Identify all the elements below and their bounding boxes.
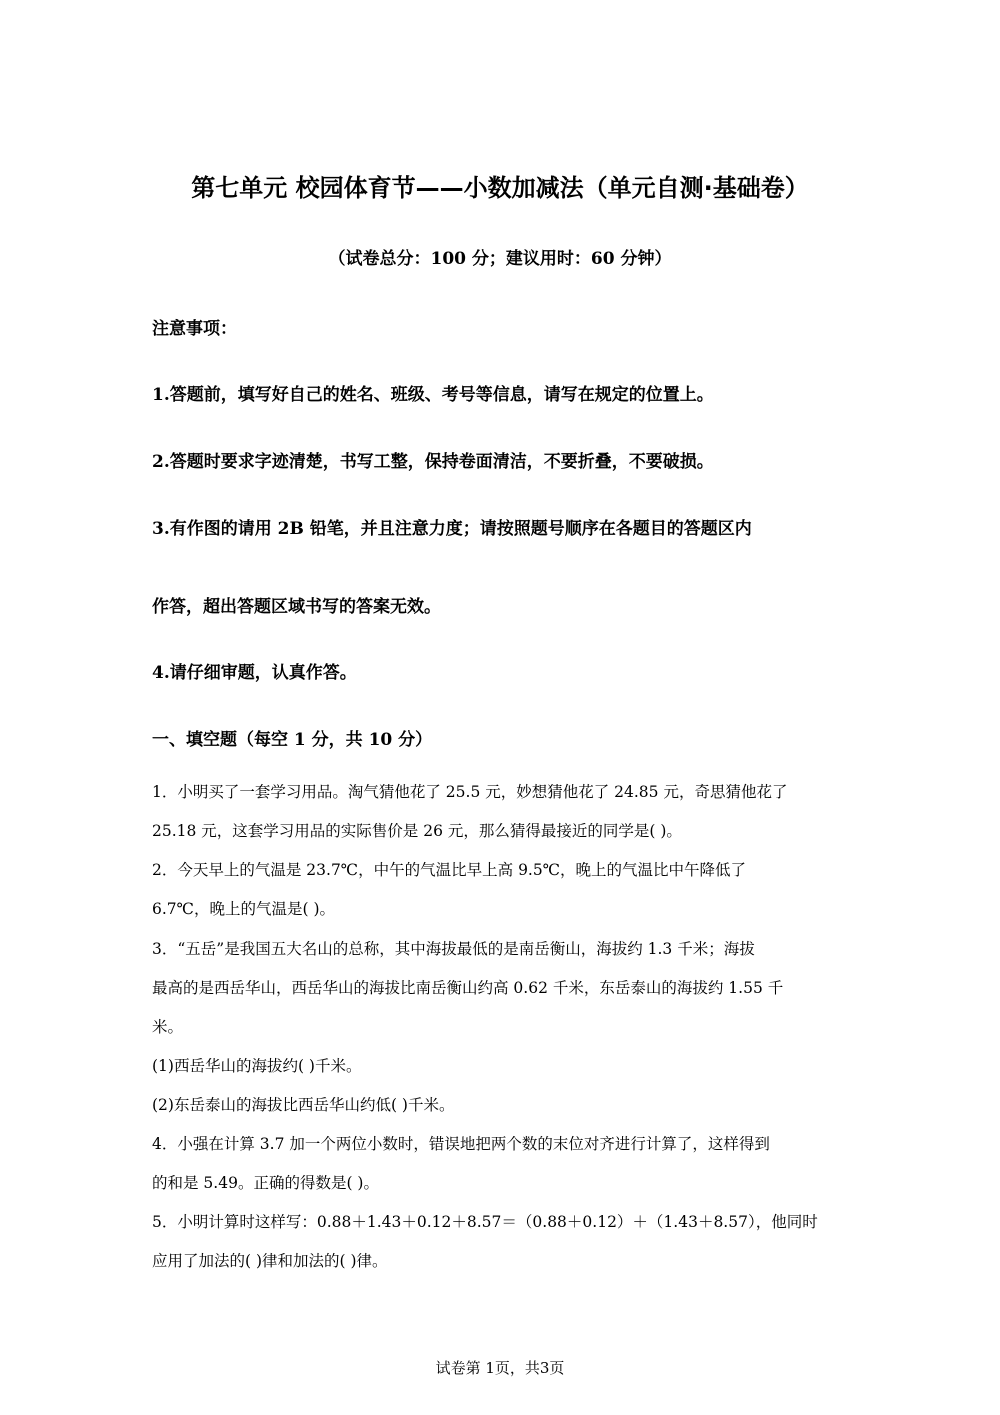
page-title: 第七单元 校园体育节——小数加减法（单元自测·基础卷） <box>191 174 809 202</box>
section-heading: 一、填空题（每空 1 分，共 10 分） <box>152 730 433 750</box>
page-footer: 试卷第 1页，共3页 <box>435 1359 565 1377</box>
notice-item: 3.有作图的请用 2B 铅笔，并且注意力度；请按照题号顺序在各题目的答题区内 <box>152 519 752 539</box>
question-line: 5．小明计算时这样写：0.88＋1.43＋0.12＋8.57＝（0.88＋0.12）＋（1.43＋8.57），他同时 <box>152 1213 818 1231</box>
question-line: 25.18 元，这套学习用品的实际售价是 26 元，那么猜得最接近的同学是( )。 <box>152 822 682 840</box>
question-line: 米。 <box>152 1018 184 1036</box>
notice-heading: 注意事项： <box>152 319 237 339</box>
notice-item: 4.请仔细审题，认真作答。 <box>152 663 357 683</box>
question-line: 应用了加法的( )律和加法的( )律。 <box>152 1252 388 1270</box>
question-line: 最高的是西岳华山，西岳华山的海拔比南岳衡山约高 0.62 千米，东岳泰山的海拔约 1.55 千 <box>152 979 784 997</box>
question-line: 的和是 5.49。正确的得数是( )。 <box>152 1174 379 1192</box>
question-line: 6.7℃，晚上的气温是( )。 <box>152 900 336 918</box>
notice-item: 2.答题时要求字迹清楚，书写工整，保持卷面清洁，不要折叠，不要破损。 <box>152 452 714 472</box>
question-line: (2)东岳泰山的海拔比西岳华山约低( )千米。 <box>152 1096 455 1114</box>
question-line: (1)西岳华山的海拔约( )千米。 <box>152 1057 362 1075</box>
question-line: 4．小强在计算 3.7 加一个两位小数时，错误地把两个数的末位对齐进行计算了，这样得到 <box>152 1135 770 1153</box>
question-line: 3．“五岳”是我国五大名山的总称，其中海拔最低的是南岳衡山，海拔约 1.3 千米；海拔 <box>152 940 755 958</box>
notice-item: 作答，超出答题区域书写的答案无效。 <box>152 597 441 617</box>
exam-info: （试卷总分：100 分；建议用时：60 分钟） <box>328 249 672 269</box>
question-line: 2．今天早上的气温是 23.7℃，中午的气温比早上高 9.5℃，晚上的气温比中午降低了 <box>152 861 747 879</box>
question-line: 1．小明买了一套学习用品。淘气猜他花了 25.5 元，妙想猜他花了 24.85 元，奇思猜他花了 <box>152 783 788 801</box>
notice-item: 1.答题前，填写好自己的姓名、班级、考号等信息，请写在规定的位置上。 <box>152 385 714 405</box>
